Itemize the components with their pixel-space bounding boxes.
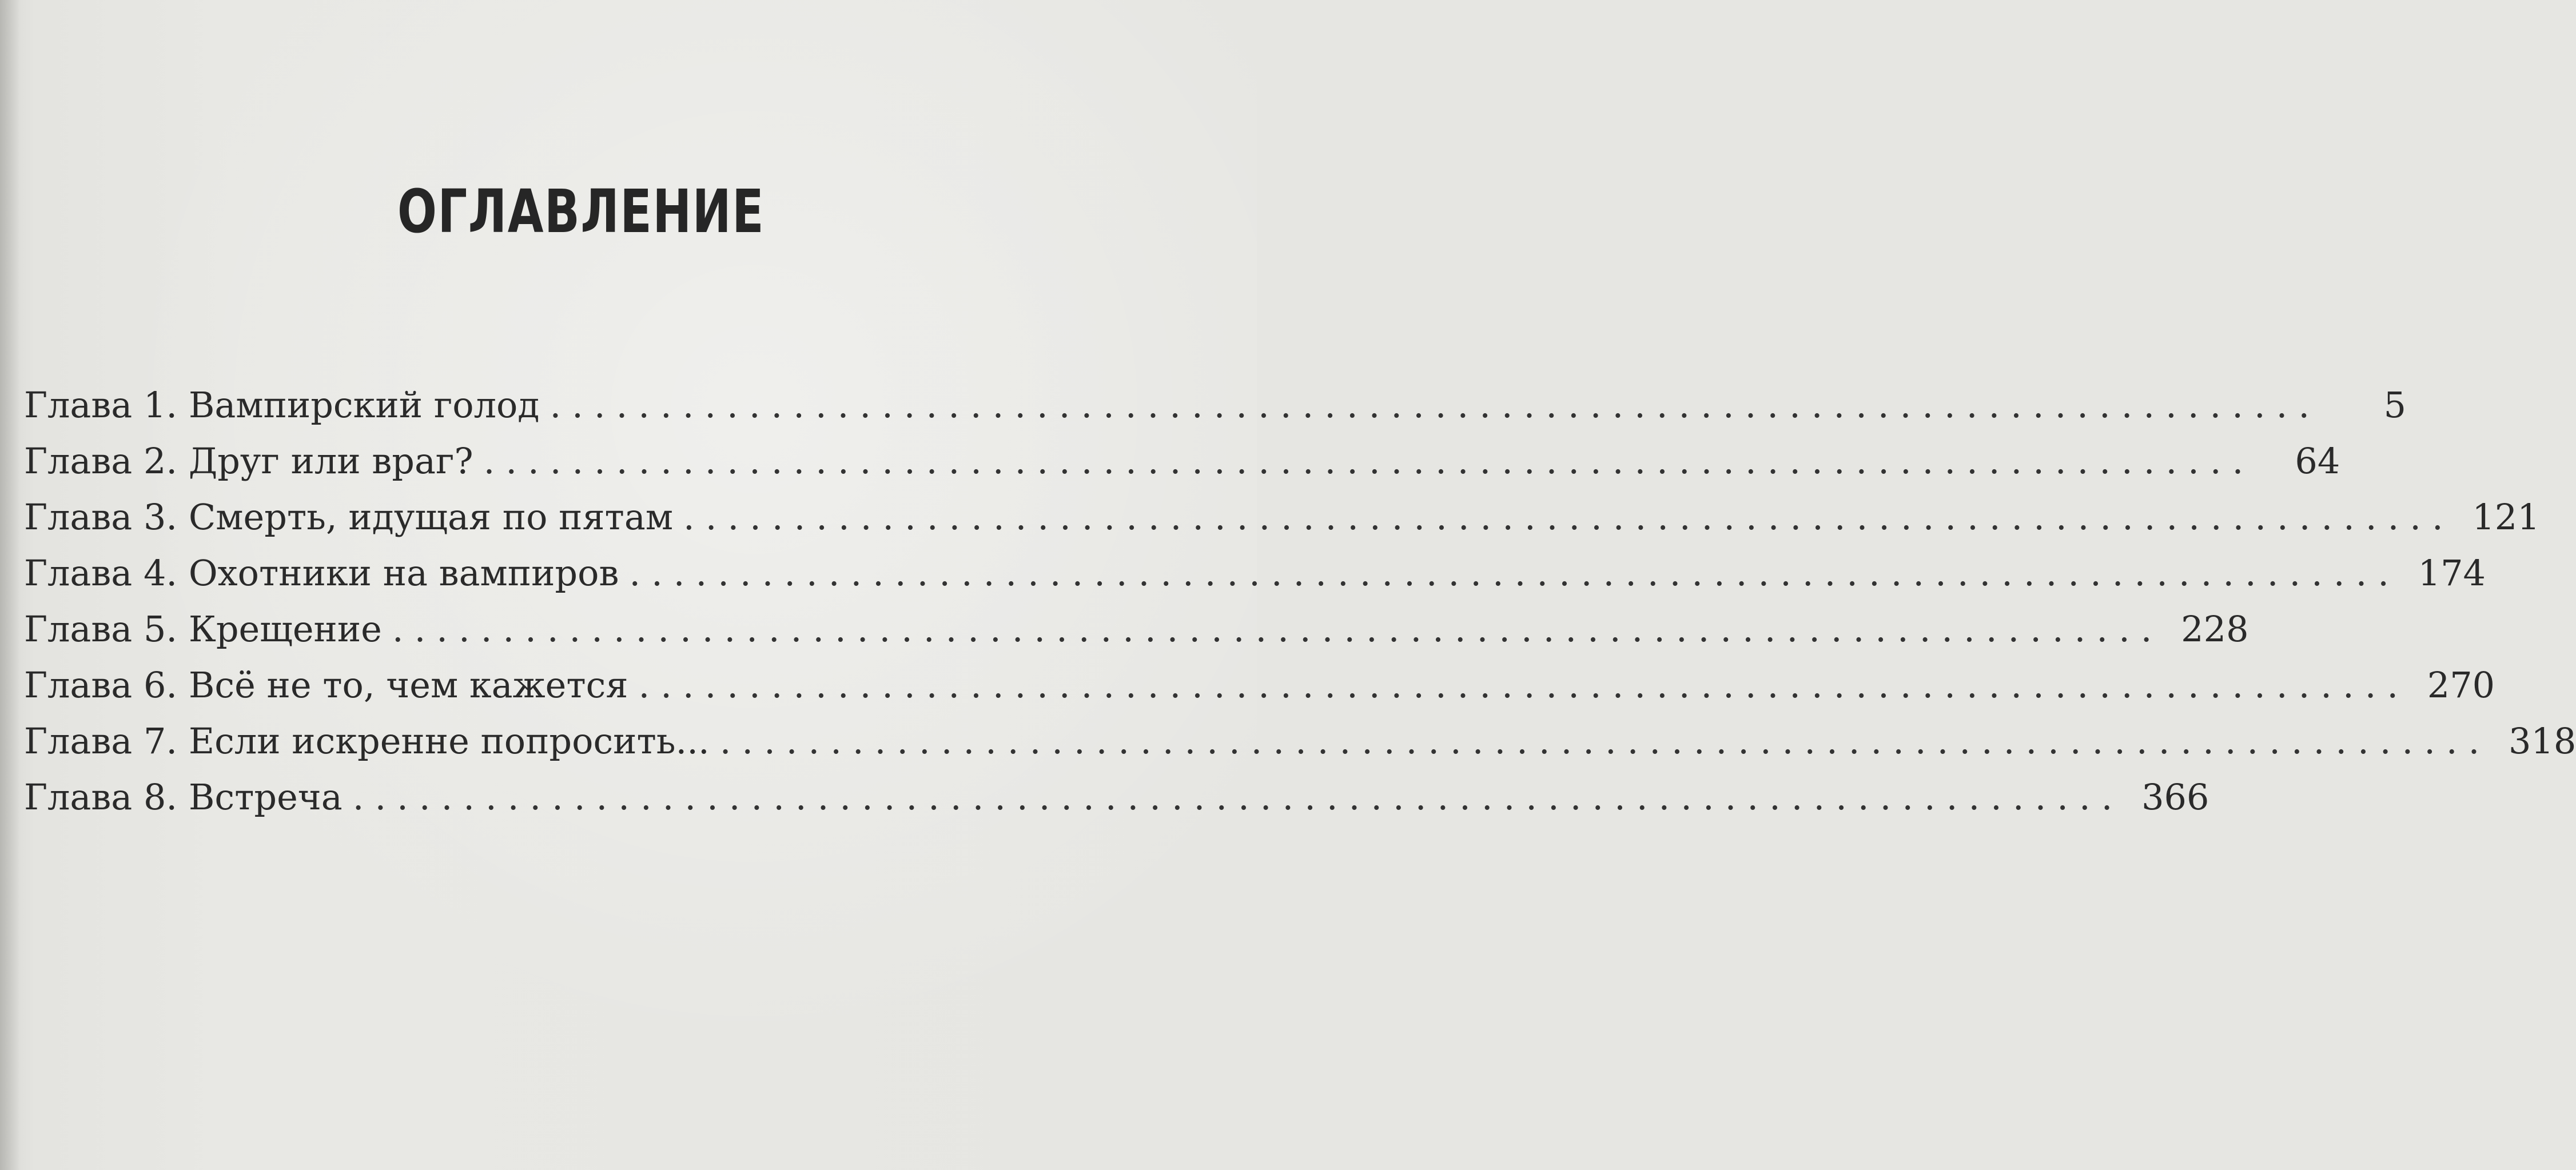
dot-leader: ................................................................................	[638, 664, 2410, 706]
toc-entry	[24, 433, 2340, 489]
toc-entry-label: Глава 2. Друг или враг?	[24, 440, 473, 482]
toc-entry	[24, 713, 2576, 769]
dot-leader: ................................................................................	[483, 440, 2255, 482]
toc-entry	[24, 545, 2486, 601]
toc-entry-label: Глава 5. Крещение	[24, 608, 382, 650]
toc-entry-page: 318	[2508, 720, 2576, 762]
dot-leader: ................................................................................	[719, 720, 2491, 762]
dot-leader: ................................................................................	[352, 776, 2124, 818]
toc-entry-page: 228	[2181, 608, 2249, 650]
page-title: ОГЛАВЛЕНИЕ	[397, 177, 765, 246]
toc-entry-label: Глава 6. Всё не то, чем кажется	[24, 664, 628, 706]
toc-entry-page: 64	[2295, 440, 2340, 482]
toc-entry-page: 366	[2141, 776, 2209, 818]
toc-entry-label: Глава 7. Если искренне попросить...	[24, 720, 710, 762]
toc-entry	[24, 657, 2495, 713]
toc-entry-label: Глава 1. Вампирский голод	[24, 384, 540, 426]
dot-leader: ................................................................................	[550, 384, 2321, 426]
dot-leader: ................................................................................	[683, 496, 2454, 538]
toc-entry	[24, 377, 2407, 433]
toc-entry	[24, 769, 2209, 825]
toc-entry-label: Глава 4. Охотники на вампиров	[24, 552, 619, 594]
dot-leader: ................................................................................	[392, 608, 2163, 650]
toc-list	[24, 377, 2576, 825]
toc-entry-page: 270	[2427, 664, 2495, 706]
toc-entry-label: Глава 3. Смерть, идущая по пятам	[24, 496, 674, 538]
toc-entry	[24, 489, 2540, 545]
toc-entry	[24, 601, 2249, 657]
toc-entry-label: Глава 8. Встреча	[24, 776, 343, 818]
toc-entry-page: 5	[2383, 384, 2407, 426]
toc-entry-page: 174	[2418, 552, 2486, 594]
page-binding-shadow	[0, 0, 21, 1170]
dot-leader: ................................................................................	[629, 552, 2400, 594]
toc-entry-page: 121	[2472, 496, 2540, 538]
